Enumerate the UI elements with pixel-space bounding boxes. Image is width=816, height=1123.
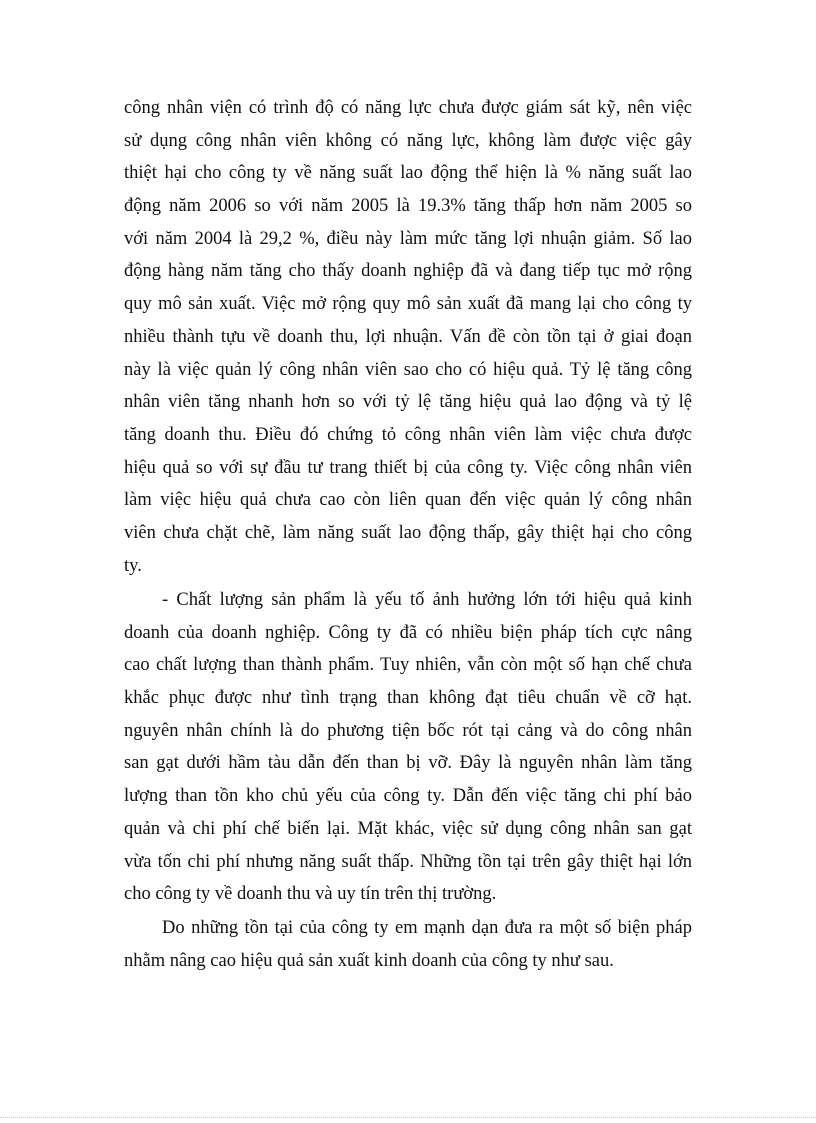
text-line: san gạt dưới hầm tàu dẫn đến than bị vỡ. Đây là nguyên nhân làm tăng (124, 753, 692, 774)
text-line: viên chưa chặt chẽ, làm năng suất lao động thấp, gây thiệt hại cho công (124, 522, 692, 543)
text-line: với năm 2004 là 29,2 %, điều này làm mức tăng lợi nhuận giảm. Số lao (124, 228, 692, 249)
paragraph-labor-efficiency (124, 92, 692, 582)
text-line: cao chất lượng than thành phẩm. Tuy nhiên, vẫn còn một số hạn chế chưa (124, 655, 692, 676)
text-line: doanh của doanh nghiệp. Công ty đã có nhiều biện pháp tích cực nâng (124, 622, 692, 643)
page-bottom-divider (0, 1117, 816, 1118)
text-line: này là việc quản lý công nhân viên sao cho có hiệu quả. Tỷ lệ tăng công (124, 359, 692, 380)
text-line: hiệu quả so với sự đầu tư trang thiết bị của công ty. Việc công nhân viên (124, 457, 692, 478)
text-line: ty. (124, 555, 142, 576)
text-line: tăng doanh thu. Điều đó chứng tỏ công nhân viên làm việc chưa được (124, 424, 692, 445)
text-line: khắc phục được như tình trạng than không đạt tiêu chuẩn về cỡ hạt. (124, 688, 692, 709)
text-line: cho công ty về doanh thu và uy tín trên thị trường. (124, 884, 497, 905)
text-line: nhân viên tăng nhanh hơn so với tỷ lệ tăng hiệu quả lao động và tỷ lệ (124, 392, 692, 413)
paragraph-product-quality (124, 584, 692, 911)
text-line: quản và chi phí chế biến lại. Mặt khác, việc sử dụng công nhân san gạt (124, 818, 692, 839)
text-line: động năm 2006 so với năm 2005 là 19.3% tăng thấp hơn năm 2005 so (124, 196, 692, 217)
text-line: nguyên nhân chính là do phương tiện bốc rót tại cảng và do công nhân (124, 720, 692, 741)
text-line: lượng than tồn kho chủ yếu của công ty. Dẫn đến việc tăng chi phí bảo (124, 786, 692, 807)
text-line: quy mô sản xuất. Việc mở rộng quy mô sản xuất đã mang lại cho công ty (124, 294, 692, 315)
paragraph-conclusion (124, 912, 692, 977)
text-line: công nhân viện có trình độ có năng lực chưa được giám sát kỹ, nên việc (124, 98, 692, 118)
text-line: Do những tồn tại của công ty em mạnh dạn đưa ra một số biện pháp (162, 918, 692, 938)
text-line: - Chất lượng sản phẩm là yếu tố ảnh hưởng lớn tới hiệu quả kinh (162, 590, 692, 610)
text-line: vừa tốn chi phí nhưng năng suất thấp. Những tồn tại trên gây thiệt hại lớn (124, 851, 692, 872)
text-line: sử dụng công nhân viên không có năng lực, không làm được việc gây (124, 130, 692, 151)
text-line: thiệt hại cho công ty về năng suất lao động thể hiện là % năng suất lao (124, 163, 692, 184)
text-line: nhiều thành tựu về doanh thu, lợi nhuận. Vấn đề còn tồn tại ở giai đoạn (124, 326, 692, 347)
text-line: nhằm nâng cao hiệu quả sản xuất kinh doanh của công ty như sau. (124, 950, 614, 971)
text-line: động hàng năm tăng cho thấy doanh nghiệp đã và đang tiếp tục mở rộng (124, 261, 692, 282)
text-line: làm việc hiệu quả chưa cao còn liên quan đến việc quản lý công nhân (124, 490, 692, 511)
